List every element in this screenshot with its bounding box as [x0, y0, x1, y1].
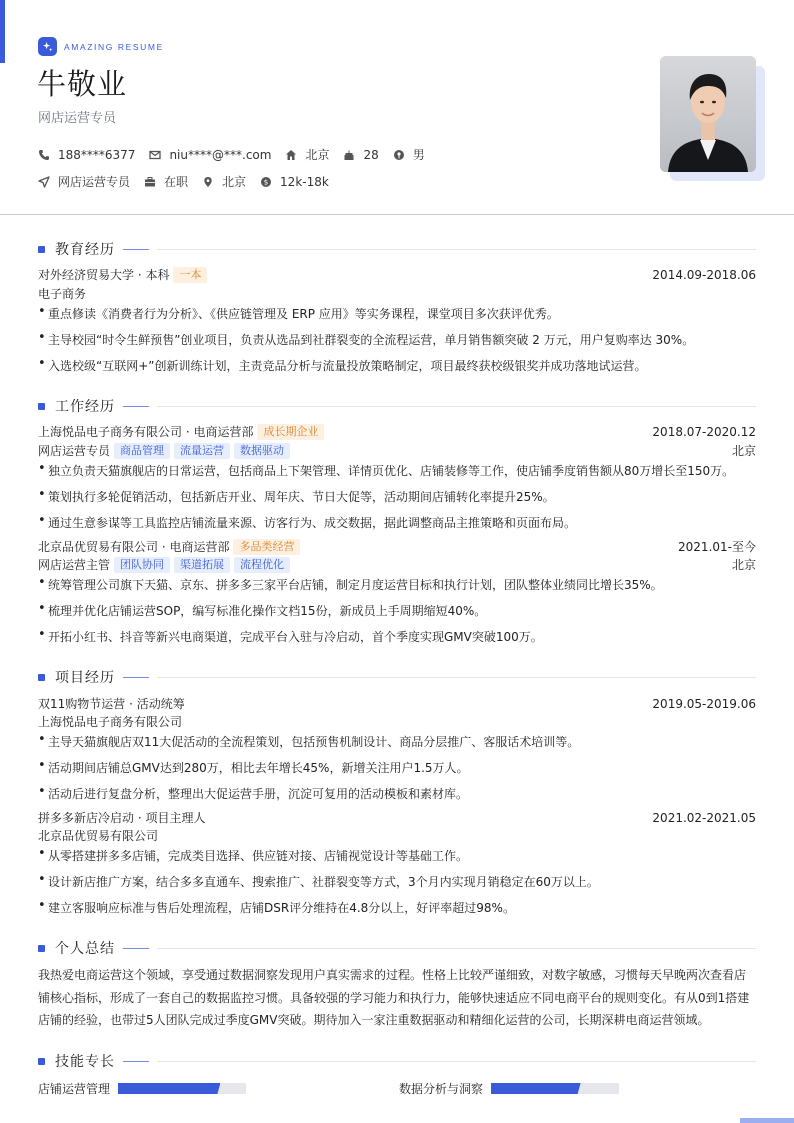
project-bullet: • 设计新店推广方案，结合多多直通车、搜索推广、社群裂变等方式，3个月内实现月销稳定在60万以上。	[38, 872, 599, 889]
location-pin-icon	[202, 176, 214, 188]
bullet-text: 从零搭建拼多多店铺，完成类目选择、供应链对接、店铺视觉设计等基础工作。	[48, 849, 469, 863]
project-header	[38, 809, 756, 826]
section-education	[38, 239, 756, 259]
salary-text: 12k-18k	[280, 174, 329, 189]
work-bullet: • 梳理并优化店铺运营SOP，编写标准化操作文档15份，新成员上手周期缩短40%。	[38, 601, 487, 618]
city-item	[285, 146, 329, 163]
title-dash	[123, 1061, 149, 1062]
project-bullet: • 建立客服响应标准与售后处理流程，店铺DSR评分维持在4.8分以上，好评率超过98%。	[38, 898, 515, 915]
home-icon	[285, 149, 297, 161]
work-date: 2018.07-2020.12	[652, 424, 756, 439]
title-dash	[123, 249, 149, 250]
education-major-row	[38, 285, 756, 302]
status-item	[144, 173, 188, 190]
work-position: 网店运营主管	[38, 558, 111, 572]
candidate-role: 网店运营专员	[38, 111, 117, 126]
project-date: 2021.02-2021.05	[652, 810, 756, 825]
phone-icon	[38, 149, 50, 161]
briefcase-icon	[144, 176, 156, 188]
brand	[38, 37, 164, 56]
project-header	[38, 695, 756, 712]
contact-row	[38, 146, 439, 163]
header-divider	[0, 214, 794, 215]
education-header	[38, 266, 756, 283]
bullet-text: 建立客服响应标准与售后处理流程，店铺DSR评分维持在4.8分以上，好评率超过98%。	[48, 901, 515, 915]
section-work	[38, 396, 756, 416]
section-projects	[38, 667, 756, 687]
intent-city-text: 北京	[222, 175, 247, 189]
bullet-text: 主导校园“时令生鲜预售”创业项目，负责从选品到社群裂变的全流程运营，单月销售额突破 2 万元，用户复购率达 30%。	[48, 333, 695, 347]
send-icon	[38, 176, 50, 188]
work-bullet: • 独立负责天猫旗舰店的日常运营，包括商品上下架管理、详情页优化、店铺装修等工作，使店铺季度销售额从80万增长至150万。	[38, 461, 735, 478]
project-bullet: • 活动期间店铺总GMV达到280万，相比去年增长45%，新增关注用户1.5万人。	[38, 758, 469, 775]
mail-icon	[149, 149, 161, 161]
intent-city-item	[202, 173, 246, 190]
salary-item	[260, 175, 329, 189]
footer-accent	[740, 1118, 794, 1123]
project-date: 2019.05-2019.06	[652, 696, 756, 711]
education-bullet: • 重点修读《消费者行为分析》、《供应链管理及 ERP 应用》等实务课程，课堂项目多次获评优秀。	[38, 304, 559, 321]
school-name: 对外经济贸易大学 · 本科	[38, 268, 170, 282]
section-marker	[38, 674, 45, 681]
skill-tag: 流程优化	[234, 557, 290, 573]
project-bullet: • 活动后进行复盘分析，整理出大促运营手册，沉淀可复用的活动模板和素材库。	[38, 784, 469, 801]
skill-name: 数据分析与洞察	[399, 1082, 484, 1096]
company-tag: 成长期企业	[257, 424, 324, 440]
education-date: 2014.09-2018.06	[652, 267, 756, 282]
title-line	[157, 249, 756, 250]
title-line	[157, 948, 756, 949]
gender-item	[393, 146, 425, 163]
section-marker	[38, 403, 45, 410]
email-text: niu****@***.com	[169, 147, 272, 162]
phone-item	[38, 148, 135, 162]
skill-tag: 团队协同	[114, 557, 170, 573]
education-bullet: • 入选校级“互联网+”创新训练计划，主责竞品分析与流量投放策略制定，项目最终获校级银奖并成功落地试运营。	[38, 356, 647, 373]
work-bullet: • 策划执行多轮促销活动，包括新店开业、周年庆、节日大促等，活动期间店铺转化率提升25%。	[38, 487, 555, 504]
title-line	[157, 406, 756, 407]
skill-tag: 流量运营	[174, 443, 230, 459]
title-line	[157, 677, 756, 678]
section-summary	[38, 938, 756, 958]
skill-tag: 数据驱动	[234, 443, 290, 459]
skill-bar-fill	[491, 1083, 581, 1094]
project-bullet: • 主导天猫旗舰店双11大促活动的全流程策划，包括预售机制设计、商品分层推广、客服话术培训等。	[38, 732, 580, 749]
work-header	[38, 538, 756, 555]
bullet-text: 统筹管理公司旗下天猫、京东、拼多多三家平台店铺，制定月度运营目标和执行计划，团队整体业绩同比增长35%。	[48, 578, 663, 592]
bullet-text: 梳理并优化店铺运营SOP，编写标准化操作文档15份，新成员上手周期缩短40%。	[48, 604, 487, 618]
city-text: 北京	[305, 148, 330, 162]
skill-bar	[491, 1083, 619, 1094]
section-marker	[38, 945, 45, 952]
title-dash	[123, 406, 149, 407]
project-title: 双11购物节运营 · 活动统筹	[38, 697, 185, 711]
bullet-text: 重点修读《消费者行为分析》、《供应链管理及 ERP 应用》等实务课程，课堂项目多次获评优秀。	[48, 307, 559, 321]
accent-bar	[0, 0, 5, 63]
skill-item	[38, 1080, 246, 1097]
brand-text: AMAZING RESUME	[64, 41, 164, 52]
title-dash	[123, 677, 149, 678]
work-header	[38, 423, 756, 440]
bullet-text: 主导天猫旗舰店双11大促活动的全流程策划，包括预售机制设计、商品分层推广、客服话术培训等。	[48, 735, 580, 749]
company-tag: 多品类经营	[233, 539, 300, 555]
status-text: 在职	[164, 175, 189, 189]
email-item	[149, 148, 271, 162]
phone-text: 188****6377	[58, 147, 136, 162]
education-bullet: • 主导校园“时令生鲜预售”创业项目，负责从选品到社群裂变的全流程运营，单月销售额突破 2 万元，用户复购率达 30%。	[38, 330, 695, 347]
company-name: 上海悦品电子商务有限公司 · 电商运营部	[38, 425, 254, 439]
coin-icon	[260, 176, 272, 188]
bullet-text: 通过生意参谋等工具监控店铺流量来源、访客行为、成交数据，据此调整商品主推策略和页面布局。	[48, 516, 577, 530]
project-bullet: • 从零搭建拼多多店铺，完成类目选择、供应链对接、店铺视觉设计等基础工作。	[38, 846, 469, 863]
project-org-row	[38, 713, 756, 730]
section-title-projects: 项目经历	[55, 670, 115, 686]
skill-name: 店铺运营管理	[38, 1082, 111, 1096]
skill-item	[399, 1080, 619, 1097]
project-org-row	[38, 827, 756, 844]
age-item	[343, 148, 378, 162]
position-item	[38, 173, 130, 190]
school-tag: 一本	[173, 267, 207, 283]
intent-row	[38, 173, 343, 190]
work-city: 北京	[731, 444, 756, 458]
cake-icon	[343, 149, 355, 161]
title-dash	[123, 948, 149, 949]
project-org: 上海悦品电子商务有限公司	[38, 715, 183, 729]
work-position-row	[38, 442, 756, 459]
sparkle-icon	[38, 37, 57, 56]
bullet-text: 策划执行多轮促销活动，包括新店开业、周年庆、节日大促等，活动期间店铺转化率提升25%。	[48, 490, 555, 504]
bullet-text: 活动期间店铺总GMV达到280万，相比去年增长45%，新增关注用户1.5万人。	[48, 761, 469, 775]
skill-bar	[118, 1083, 246, 1094]
work-city: 北京	[731, 558, 756, 572]
company-name: 北京品优贸易有限公司 · 电商运营部	[38, 540, 230, 554]
gender-icon	[393, 149, 405, 161]
profile-photo	[660, 56, 756, 172]
work-date: 2021.01-至今	[678, 540, 756, 554]
skill-tag: 渠道拓展	[174, 557, 230, 573]
candidate-name: 牛敬业	[37, 67, 128, 101]
section-marker	[38, 246, 45, 253]
section-marker	[38, 1058, 45, 1065]
skill-bar-fill	[118, 1083, 220, 1094]
svg-text:$: $	[263, 178, 269, 187]
summary-text: 我热爱电商运营这个领域，享受通过数据洞察发现用户真实需求的过程。性格上比较严谨细致，对数字敏感，习惯每天早晚两次查看店铺核心指标，形成了一套自己的数据监控习惯。具备较强的学习能力和执行力，能够快速适应不同电商平台的规则变化。有从0到1搭建店铺的经验，也带过5人团队完成过季度GMV突破。期待加入一家注重数据驱动和精细化运营的公司，长期深耕电商运营领域。	[38, 968, 750, 1027]
section-title-work: 工作经历	[55, 399, 115, 415]
section-title-summary: 个人总结	[55, 941, 115, 957]
work-bullet: • 通过生意参谋等工具监控店铺流量来源、访客行为、成交数据，据此调整商品主推策略和页面布局。	[38, 513, 577, 530]
work-bullet: • 统筹管理公司旗下天猫、京东、拼多多三家平台店铺，制定月度运营目标和执行计划，团队整体业绩同比增长35%。	[38, 575, 663, 592]
skill-tag: 商品管理	[114, 443, 170, 459]
title-line	[157, 1061, 756, 1062]
work-position-row	[38, 556, 756, 573]
work-bullet: • 开拓小红书、抖音等新兴电商渠道，完成平台入驻与冷启动，首个季度实现GMV突破100万。	[38, 627, 543, 644]
work-position: 网店运营专员	[38, 444, 111, 458]
project-org: 北京品优贸易有限公司	[38, 829, 159, 843]
bullet-text: 开拓小红书、抖音等新兴电商渠道，完成平台入驻与冷启动，首个季度实现GMV突破100万。	[48, 630, 543, 644]
bullet-text: 设计新店推广方案，结合多多直通车、搜索推广、社群裂变等方式，3个月内实现月销稳定在60万以上。	[48, 875, 599, 889]
project-title: 拼多多新店冷启动 · 项目主理人	[38, 811, 206, 825]
age-text: 28	[363, 147, 379, 162]
bullet-text: 活动后进行复盘分析，整理出大促运营手册，沉淀可复用的活动模板和素材库。	[48, 787, 469, 801]
position-text: 网店运营专员	[58, 175, 131, 189]
education-major: 电子商务	[38, 287, 87, 301]
section-title-skills: 技能专长	[55, 1054, 115, 1070]
gender-text: 男	[412, 148, 425, 162]
section-skills	[38, 1051, 756, 1071]
bullet-text: 入选校级“互联网+”创新训练计划，主责竞品分析与流量投放策略制定，项目最终获校级银奖并成功落地试运营。	[48, 359, 647, 373]
section-title-education: 教育经历	[55, 242, 115, 258]
bullet-text: 独立负责天猫旗舰店的日常运营，包括商品上下架管理、详情页优化、店铺装修等工作，使店铺季度销售额从80万增长至150万。	[48, 464, 735, 478]
